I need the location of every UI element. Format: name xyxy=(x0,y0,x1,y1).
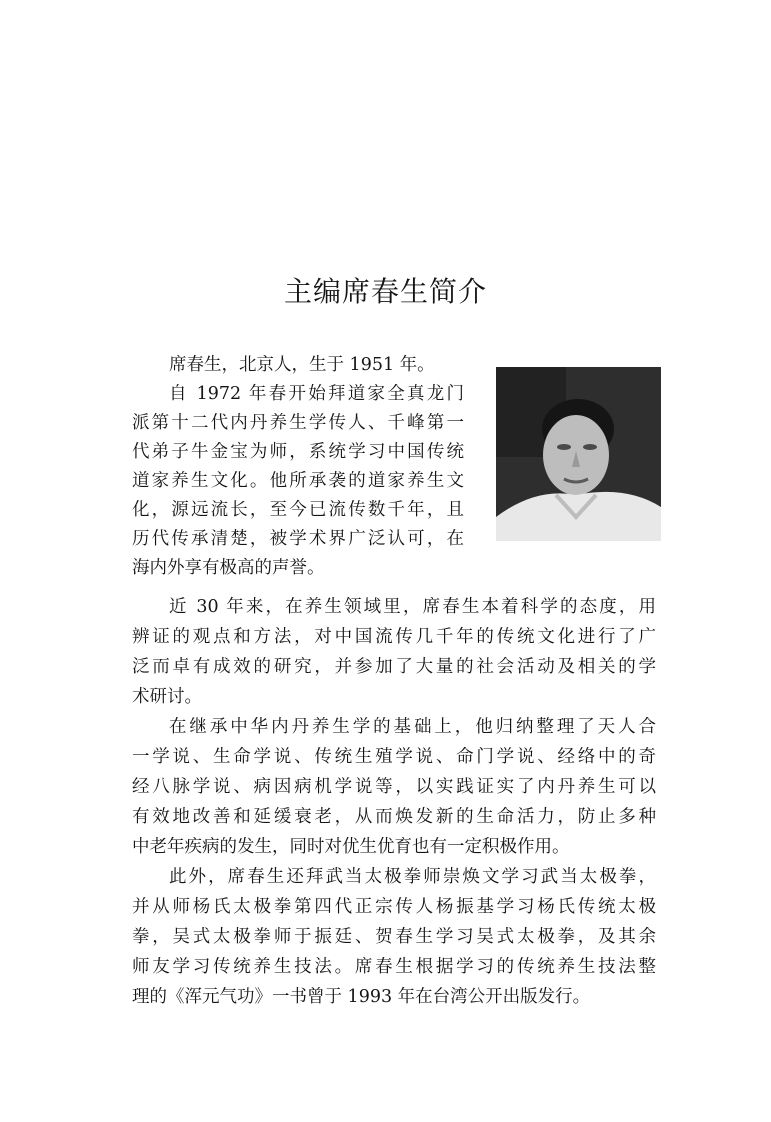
portrait-photo xyxy=(496,367,661,541)
paragraph-line: 经八脉学说、病因病机学说等，以实践证实了内丹养生可以 xyxy=(132,777,656,797)
person-photo-icon xyxy=(496,367,661,541)
paragraph-line: 术研讨。 xyxy=(132,687,202,707)
paragraph-line: 并从师杨氏太极拳第四代正宗传人杨振基学习杨氏传统太极 xyxy=(132,897,656,917)
paragraph-line: 辨证的观点和方法，对中国流传几千年的传统文化进行了广 xyxy=(132,627,656,647)
paragraph-line: 拳，吴式太极拳师于振廷、贺春生学习吴式太极拳，及其余 xyxy=(132,927,656,947)
paragraph-line: 师友学习传统养生技法。席春生根据学习的传统养生技法整 xyxy=(132,957,656,977)
paragraph-line: 派第十二代内丹养生学传人、千峰第一 xyxy=(132,413,464,433)
paragraph-line: 中老年疾病的发生，同时对优生优育也有一定积极作用。 xyxy=(132,837,570,857)
paragraph-line: 自 1972 年春开始拜道家全真龙门 xyxy=(169,384,464,404)
paragraph-line: 代弟子牛金宝为师，系统学习中国传统 xyxy=(132,442,464,462)
paragraph-line: 道家养生文化。他所承袭的道家养生文 xyxy=(132,471,464,491)
paragraph-line: 海内外享有极高的声誉。 xyxy=(132,558,325,578)
page-title: 主编席春生简介 xyxy=(283,275,487,308)
paragraph-line: 席春生，北京人，生于 1951 年。 xyxy=(169,355,435,375)
paragraph-line: 理的《浑元气功》一书曾于 1993 年在台湾公开出版发行。 xyxy=(132,987,591,1007)
paragraph-line: 历代传承清楚，被学术界广泛认可，在 xyxy=(132,529,464,549)
paragraph-line: 近 30 年来，在养生领域里，席春生本着科学的态度，用 xyxy=(169,597,656,617)
paragraph-line: 此外，席春生还拜武当太极拳师崇焕文学习武当太极拳， xyxy=(169,867,656,887)
paragraph-line: 泛而卓有成效的研究，并参加了大量的社会活动及相关的学 xyxy=(132,657,656,677)
paragraph-line: 一学说、生命学说、传统生殖学说、命门学说、经络中的奇 xyxy=(132,747,656,767)
paragraph-line: 在继承中华内丹养生学的基础上，他归纳整理了天人合 xyxy=(169,717,656,737)
paragraph-line: 化，源远流长，至今已流传数千年，且 xyxy=(132,500,464,520)
paragraph-line: 有效地改善和延缓衰老，从而焕发新的生命活力，防止多种 xyxy=(132,807,656,827)
